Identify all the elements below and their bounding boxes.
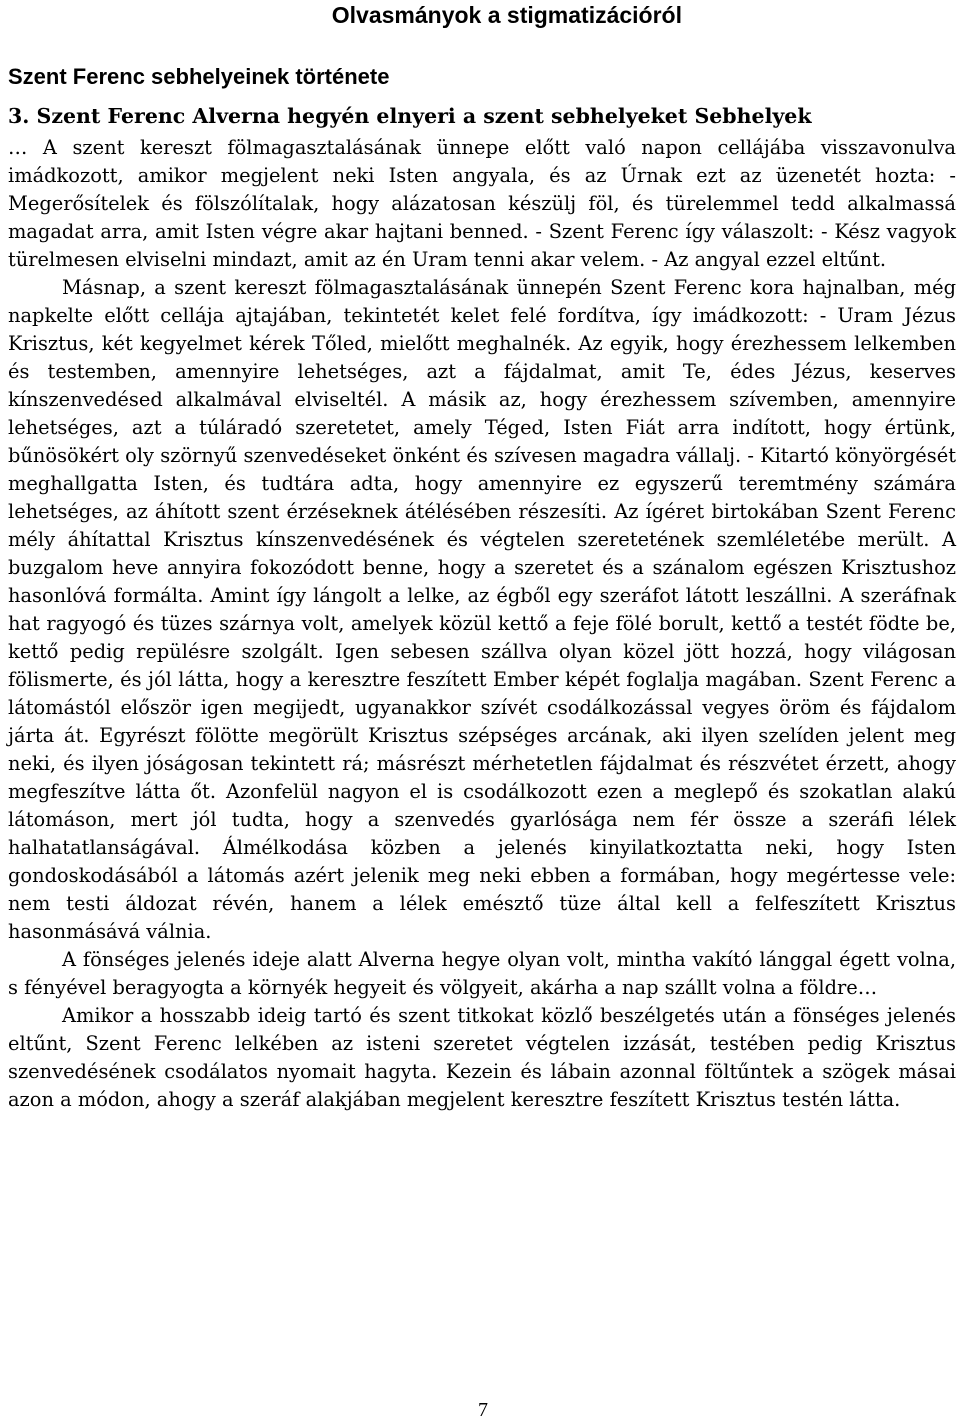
paragraph-4: Amikor a hosszabb ideig tartó és szent titkokat közlő beszélgetés után a fönséges jelenés eltűnt, Szent Ferenc lelkében az isteni szeretet végtelen izzását, testében pedig Krisztus szenvedésének csodálatos nyomait hagyta. Kezein és lábain azonnal föltűntek a szögek másai azon a módon, ahogy a szeráf alakjában megjelent keresztre feszített Krisztus testén látta. (8, 1004, 956, 1111)
page-number: 7 (478, 1399, 488, 1421)
body-text (8, 134, 956, 1114)
running-header-title: Olvasmányok a stigmatizációról (331, 2, 682, 28)
section-title: Szent Ferenc sebhelyeinek története (8, 64, 390, 89)
paragraph-3: A fönséges jelenés ideje alatt Alverna hegye olyan volt, mintha vakító lánggal égett volna, s fényével beragyogta a környék hegyeit és völgyeit, akárha a nap szállt volna a földre… (8, 948, 956, 999)
chapter-title: 3. Szent Ferenc Alverna hegyén elnyeri a szent sebhelyeket Sebhelyek (8, 104, 812, 128)
paragraph-1: … A szent kereszt fölmagasztalásának ünnepe előtt való napon cellájába visszavonulva imádkozott, amikor megjelent neki Isten angyala, és az Úrnak ezt az üzenetét hozta: - Megerősítelek és fölszólítalak, hogy alázatosan készülj föl, és türelemmel tedd alkalmassá magadat arra, amit Isten végre akar hajtani benned. - Szent Ferenc így válaszolt: - Kész vagyok türelmesen elviselni mindazt, amit az én Uram tenni akar velem. - Az angyal ezzel eltűnt. (8, 136, 956, 271)
paragraph-2: Másnap, a szent kereszt fölmagasztalásának ünnepén Szent Ferenc kora hajnalban, még napkelte előtt cellája ajtajában, tekintetét kelet felé fordítva, így imádkozott: - Uram Jézus Krisztus, két kegyelmet kérek Tőled, mielőtt meghalnék. Az egyik, hogy érezhessem lelkemben és testemben, amennyire lehetséges, azt a fájdalmat, amit Te, édes Jézus, keserves kínszenvedésed alkalmával elviseltél. A másik az, hogy érezhessem szívemben, amennyire lehetséges, azt a túláradó szeretetet, amely Téged, Isten Fiát arra indított, hogy értünk, bűnösökért oly szörnyű szenvedéseket önként és szívesen magadra vállalj. - Kitartó könyörgését meghallgatta Isten, és tudtára adta, hogy amennyire ez egyszerű teremtmény számára lehetséges, az áhított szent érzéseknek átélésében részesíti. Az ígéret birtokában Szent Ferenc mély áhítattal Krisztus kínszenvedésének és végtelen szeretetének szemléletébe merült. A buzgalom heve annyira fokozódott benne, hogy a szeretet és a szánalom egészen Krisztushoz hasonlóvá formálta. Amint így lángolt a lelke, az égből egy szeráfot látott leszállni. A szeráfnak hat ragyogó és tüzes szárnya volt, amelyek közül kettő a feje fölé borult, kettő a testét födte be, kettő pedig repülésre szolgált. Igen sebesen szállva olyan közel jött hozzá, hogy világosan fölismerte, és jól látta, hogy a keresztre feszített Ember képét foglalja magában. Szent Ferenc a látomástól először igen megijedt, ugyanakkor szívét csodálkozással vegyes öröm és fájdalom járta át. Egyrészt fölötte megörült Krisztus szépséges arcának, aki ilyen szelíden jelent meg neki, és ilyen jóságosan tekintett rá; másrészt mérhetetlen fájdalmat és részvétet érzett, ahogy megfeszítve látta őt. Azonfelül nagyon el is csodálkozott ezen a meglepő és szokatlan alakú látomáson, mert jól tudta, hogy a szenvedés gyarlósága nem fér össze a szeráfi lélek halhatatlanságával. Álmélkodása közben a jelenés kinyilatkoztatta neki, hogy Isten gondoskodásából a látomás azért jelenik meg neki ebben a formában, hogy megértesse vele: nem testi áldozat révén, hanem a lélek emésztő tüze által kell a felfeszített Krisztus hasonmásává válnia. (8, 276, 956, 943)
